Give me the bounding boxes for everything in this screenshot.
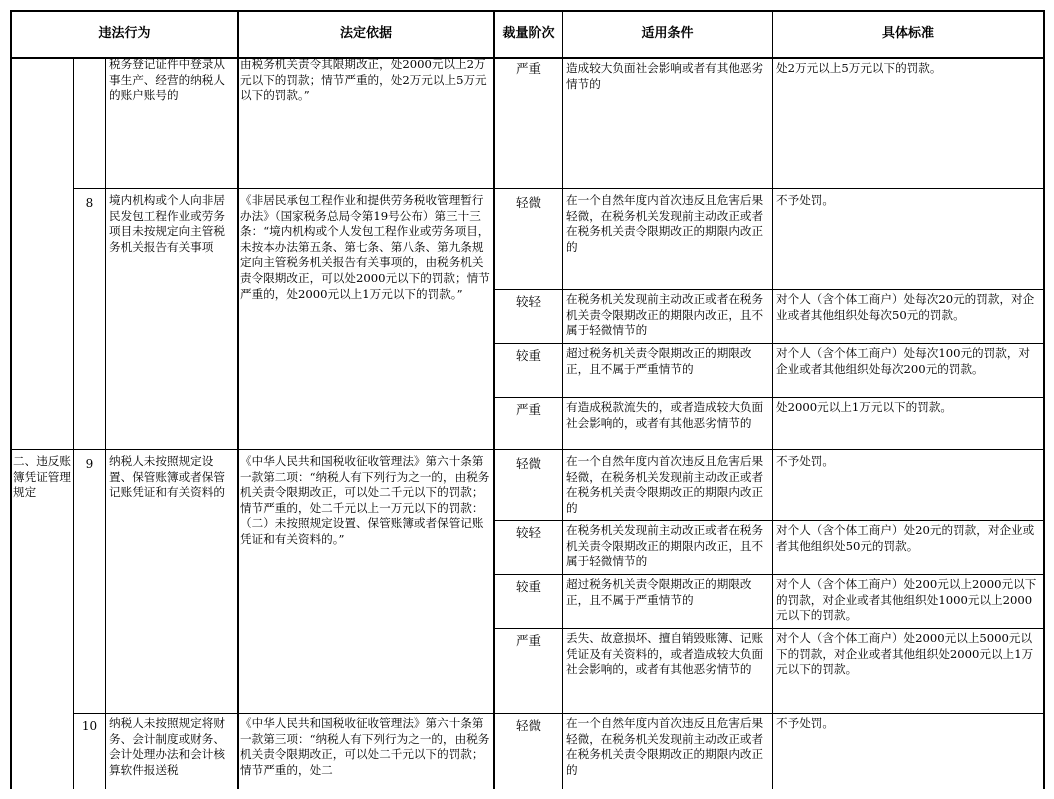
col-line-condition [772,10,773,789]
condition-cell: 在税务机关发现前主动改正或者在税务机关责令限期改正的期限内改正，且不属于轻微情节的 [566,292,764,338]
basis-cell-10: 《中华人民共和国税收征收管理法》第六十条第一款第三项：“纳税人有下列行为之一的，由税务机关责令限期改正，可以处二千元以下的罚款；情节严重的，处二 [240,716,490,777]
standard-cell: 处2000元以上1万元以下的罚款。 [776,400,953,414]
violation-cell-continued: 税务登记证件中登录从事生产、经营的纳税人的账户账号的 [109,57,225,103]
standard-cell: 不予处罚。 [776,716,834,730]
condition-cell: 超过税务机关责令限期改正的期限改正，且不属于严重情节的 [566,346,752,376]
level-cell: 严重 [515,402,541,417]
level-cell: 轻微 [515,456,541,471]
tier-rule-8-4 [493,397,1043,398]
header-level: 裁量阶次 [502,26,555,41]
col-line-section [73,58,74,789]
level-cell: 严重 [515,633,541,648]
tier-rule-8-3 [493,343,1043,344]
standard-cell: 对个人（含个体工商户）处20元的罚款，对企业或者其他组织处50元的罚款。 [776,523,1035,553]
col-line-level [562,10,563,789]
standard-cell: 不予处罚。 [776,454,834,468]
level-cell: 轻微 [515,195,541,210]
row-number-9: 9 [85,457,94,471]
tier-rule-8-2 [493,289,1043,290]
table-border-top [10,10,1044,12]
condition-cell: 在税务机关发现前主动改正或者在税务机关责令限期改正的期限内改正，且不属于轻微情节的 [566,523,764,569]
standard-cell: 对个人（含个体工商户）处每次20元的罚款，对企业或者其他组织处每次50元的罚款。 [776,292,1035,322]
tier-rule-9-2 [493,520,1043,521]
header-condition: 适用条件 [641,26,694,41]
condition-cell: 在一个自然年度内首次违反且危害后果轻微，在税务机关发现前主动改正或者在税务机关责令限期改正的期限内改正的 [566,193,764,254]
condition-cell: 在一个自然年度内首次违反且危害后果轻微，在税务机关发现前主动改正或者在税务机关责令限期改正的期限内改正的 [566,454,764,515]
violation-cell-10: 纳税人未按照规定将财务、会计制度或财务、会计处理办法和会计核算软件报送税 [109,716,225,777]
level-cell: 较轻 [515,525,541,540]
condition-cell: 在一个自然年度内首次违反且危害后果轻微，在税务机关发现前主动改正或者在税务机关责令限期改正的期限内改正的 [566,716,764,777]
section-label: 二、违反账簿凭证管理规定 [13,454,71,500]
header-standard: 具体标准 [881,26,934,41]
row-rule-10 [73,713,1043,714]
violation-cell-8: 境内机构或个人向非居民发包工程作业或劳务项目未按规定向主管税务机关报告有关事项 [109,193,225,254]
standard-cell: 对个人（含个体工商户）处每次100元的罚款，对企业或者其他组织处每次200元的罚款。 [776,346,1031,376]
level-cell: 严重 [515,61,541,76]
level-cell: 较轻 [515,294,541,309]
condition-cell: 丢失、故意损坏、擅自销毁账簿、记账凭证及有关资料的，或者造成较大负面社会影响的，或者有其他恶劣情节的 [566,631,764,677]
standard-cell: 处2万元以上5万元以下的罚款。 [776,61,942,75]
row-number-10: 10 [81,719,98,733]
level-cell: 轻微 [515,718,541,733]
row-number-8: 8 [85,196,94,210]
header-violation: 违法行为 [98,26,151,41]
row-rule-8 [73,188,1043,189]
violation-cell-9: 纳税人未按照规定设置、保管账簿或者保管记账凭证和有关资料的 [109,454,225,500]
col-line-number [105,58,106,789]
level-cell: 较重 [515,348,541,363]
col-line-basis [493,10,495,789]
tier-rule-9-4 [493,628,1043,629]
standard-cell: 不予处罚。 [776,193,834,207]
basis-cell-9: 《中华人民共和国税收征收管理法》第六十条第一款第二项：“纳税人有下列行为之一的，由税务机关责令限期改正，可以处二千元以下的罚款；情节严重的，处二千元以上一万元以下的罚款：（二）未按照规定设置、保管账簿或者保管记账凭证和有关资料的。” [240,454,490,546]
table-border-right [1043,10,1045,789]
standard-cell: 对个人（含个体工商户）处200元以上2000元以下的罚款，对企业或者其他组织处1000元以上2000元以下的罚款。 [776,577,1037,623]
row-rule-9 [10,449,1044,450]
level-cell: 较重 [515,579,541,594]
col-line-violation [237,10,239,789]
table-border-left [10,10,12,789]
basis-cell-8: 《非居民承包工程作业和提供劳务税收管理暂行办法》（国家税务总局令第19号公布）第三十三条：“境内机构或个人发包工程作业或劳务项目，未按本办法第五条、第七条、第八条、第九条规定向主管税务机关报告有关事项的，由税务机关责令限期改正，可以处2000元以下的罚款；情节严重的，处2000元以上1万元以下的罚款。” [240,193,490,301]
condition-cell: 有造成税款流失的，或者造成较大负面社会影响的，或者有其他恶劣情节的 [566,400,764,430]
standard-cell: 对个人（含个体工商户）处2000元以上5000元以下的罚款，对企业或者其他组织处2000元以上1万元以下的罚款。 [776,631,1034,677]
tier-rule-9-3 [493,574,1043,575]
condition-cell: 造成较大负面社会影响或者有其他恶劣情节的 [566,61,764,91]
header-basis: 法定依据 [339,26,392,41]
basis-cell-continued: 由税务机关责令其限期改正，处2000元以上2万元以下的罚款；情节严重的，处2万元以上5万元以下的罚款。” [240,57,487,103]
condition-cell: 超过税务机关责令限期改正的期限改正，且不属于严重情节的 [566,577,752,607]
